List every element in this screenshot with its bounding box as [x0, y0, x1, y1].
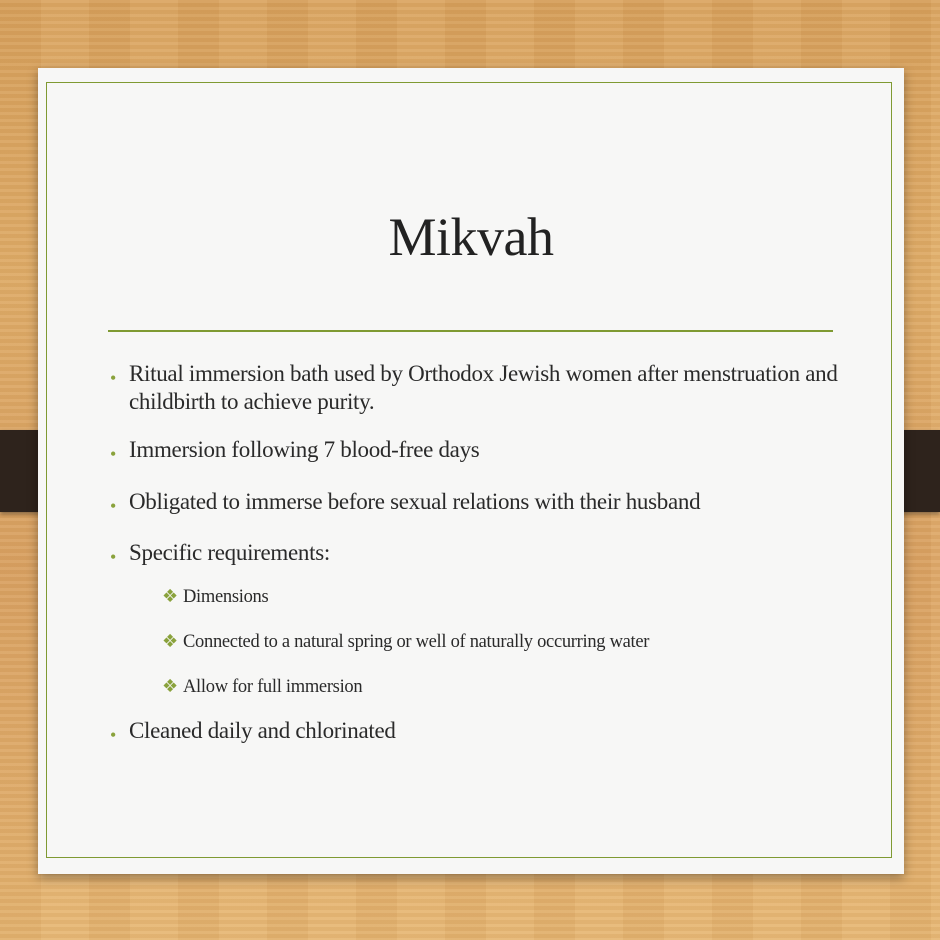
slide-title: Mikvah — [388, 207, 554, 267]
bullet-text: Cleaned daily and chlorinated — [129, 718, 396, 743]
bullet-icon: • — [110, 496, 117, 516]
title-divider — [108, 330, 833, 332]
sub-bullet-item — [129, 630, 850, 654]
bullet-icon: • — [110, 725, 117, 745]
bullet-text: Obligated to immerse before sexual relations with their husband — [129, 489, 701, 514]
sub-bullet-list — [129, 585, 850, 699]
bullet-text: Immersion following 7 blood-free days — [129, 437, 480, 462]
diamond-bullet-icon: ❖ — [162, 631, 178, 652]
bullet-text: Ritual immersion bath used by Orthodox Jewish women after menstruation and childbirth to achieve purity. — [129, 361, 838, 414]
bullet-icon: • — [110, 444, 117, 464]
bullet-item — [110, 717, 850, 745]
bullet-item — [110, 539, 850, 699]
sub-bullet-item — [129, 675, 850, 699]
bullet-item — [110, 436, 850, 464]
diamond-bullet-icon: ❖ — [162, 676, 178, 697]
bullet-list — [110, 360, 850, 745]
sub-bullet-item — [129, 585, 850, 609]
sub-bullet-text: Connected to a natural spring or well of naturally occurring water — [183, 632, 650, 652]
sub-bullet-text: Dimensions — [183, 587, 269, 607]
bullet-item — [110, 360, 850, 416]
slide — [38, 68, 904, 874]
sub-bullet-text: Allow for full immersion — [183, 677, 363, 697]
bullet-item — [110, 488, 850, 516]
bullet-icon: • — [110, 368, 117, 388]
bullet-icon: • — [110, 547, 117, 567]
diamond-bullet-icon: ❖ — [162, 586, 178, 607]
bullet-text: Specific requirements: — [129, 540, 330, 565]
